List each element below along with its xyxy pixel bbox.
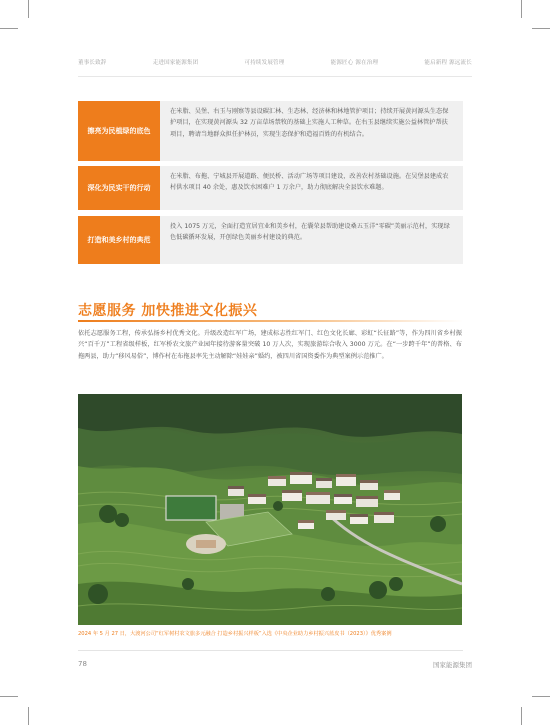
initiative-label: 擦亮为民植绿的底色 (78, 101, 160, 161)
initiative-label: 打造和美乡村的典范 (78, 216, 160, 264)
company-name: 国家能源集团 (433, 661, 472, 669)
initiative-text: 投入 1075 万元，全面打造宜居宜业和美乡村，在囊荣县帮助建设桑五玉洋“零碳”美丽示范村，实现绿色低碳循环发展，开创绿色美丽乡村建设的典范。 (160, 216, 463, 264)
nav-item-governance[interactable]: 能源匠心 源在治理 (330, 60, 379, 66)
initiative-row-village (78, 216, 463, 264)
crop-mark-top-right-h (532, 28, 550, 29)
crop-mark-top-left-v (28, 0, 29, 18)
crop-mark-bottom-left-h (0, 696, 18, 697)
initiative-row-infrastructure (78, 166, 463, 210)
crop-mark-bottom-left-v (28, 707, 29, 725)
photo-caption: 2024 年 5 月 27 日，大渡河公司“红军树村农文旅多元融合 打造乡村振兴样板”入选《中央企业助力乡村振兴蓝皮书（2023）》优秀案例 (78, 631, 392, 637)
crop-mark-bottom-right-h (532, 696, 550, 697)
footer-divider (78, 650, 463, 651)
crop-mark-top-right-v (521, 0, 522, 18)
initiative-text: 在米脂、布拖、宁城县开展道路、便民桥、活动广场等项目建设，改善农村基础设施。在吴堡县建成农村供水项目 40 余处，惠及饮水困难户 1 万余户，助力彻底解决全县饮水难题。 (160, 166, 463, 210)
initiative-row-greening (78, 101, 463, 161)
photo-illustration (78, 394, 462, 625)
village-aerial-photo (78, 394, 462, 625)
nav-item-about[interactable]: 走进国家能源集团 (152, 60, 199, 66)
section-title: 志愿服务 加快推进文化振兴 (78, 303, 258, 319)
crop-mark-bottom-right-v (521, 707, 522, 725)
nav-item-sustainability[interactable]: 可持续发展管理 (244, 60, 285, 66)
initiative-text: 在米脂、吴堡、右玉与刚察等县设碳汇林、生态林、经济林和林地管护项目；持续开展黄河源头生态保护项目，在实现黄河源头 32 万亩草场禁牧的基础上实施人工种草。在右玉县继续实施公益林管护帮扶项目，聘请当地群众担任护林员，实现生态保护和造福百姓的有机结合。 (160, 101, 463, 161)
section-paragraph: 依托志愿服务工程，传承弘扬乡村优秀文化。升级改造红军广场，建成标志性红军门、红色文化长廊、彩虹“长征路”等，作为四川省乡村振兴“百千万”工程省级样板，红军桥农文旅产业园年接待游客量突破 10 万人次，实现旅游综合收入 3000 万元。在“一步跨千年”的普格、布拖两县，助力“移风易俗”，博作村在布拖县率先主动解除“娃娃亲”婚约，被四川省国资委作为典型案例示范推广。 (78, 330, 462, 360)
section-underline (78, 320, 463, 322)
header-nav (78, 58, 472, 70)
crop-mark-top-left-h (0, 28, 18, 29)
nav-item-chairman[interactable]: 董事长致辞 (78, 60, 107, 66)
header-divider (78, 76, 472, 77)
initiative-label: 深化为民实干的行动 (78, 166, 160, 210)
page-number: 78 (78, 660, 87, 668)
nav-item-new-journey[interactable]: 能启新程 源远流长 (424, 60, 472, 66)
